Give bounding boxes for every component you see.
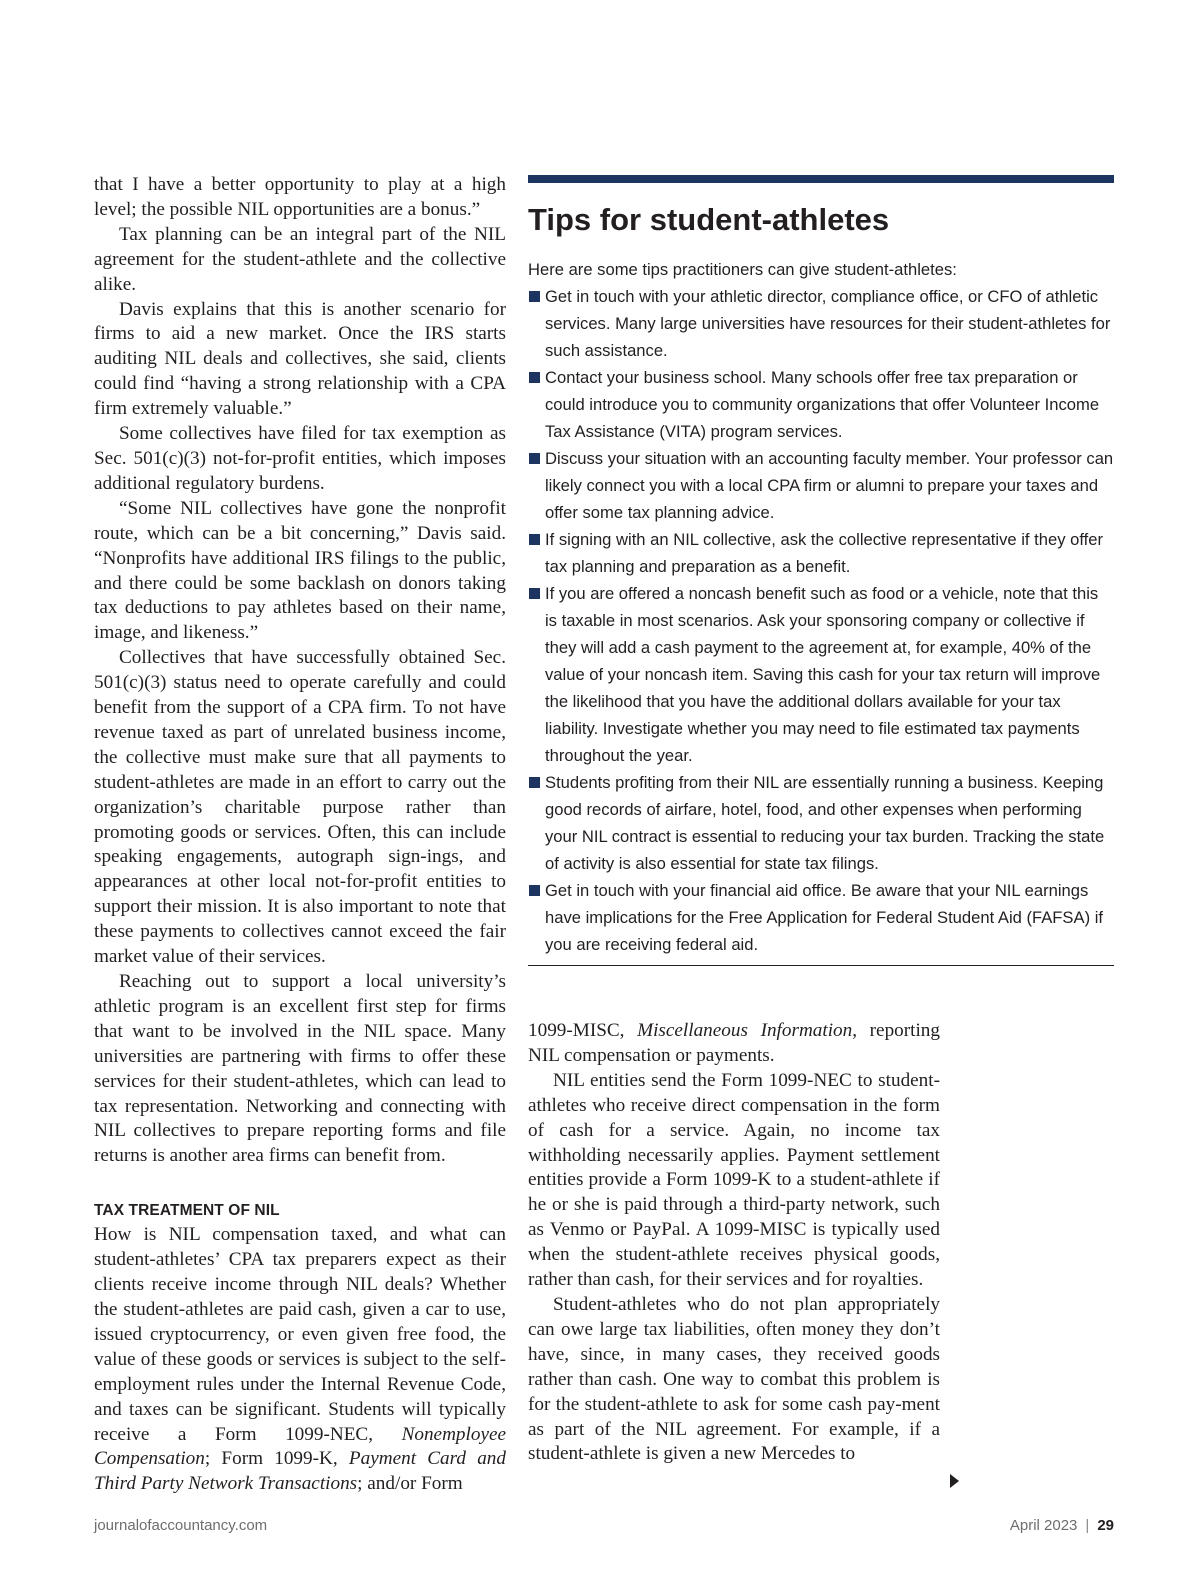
- tip-item: [528, 364, 1114, 445]
- left-column: [94, 173, 506, 1497]
- tip-text: Students profiting from their NIL are essentially running a business. Keeping good records of airfare, hotel, food, and other expenses when performing your NIL contract is essential to reducing your tax burden. Tracking the state of activity is also essential for state tax filings.: [545, 773, 1105, 873]
- body-paragraph: Reaching out to support a local university’s athletic program is an excellent first step for firms that want to be involved in the NIL space. Many universities are partnering with firms to offer these services for their student-athletes, which can lead to tax representation. Networking and connecting with NIL collectives to prepare reporting forms and file returns is another area firms can benefit from.: [94, 971, 506, 1167]
- tip-item: [528, 877, 1114, 958]
- form-text-b: , reporting NIL compensation or payments.: [528, 1020, 940, 1066]
- section-subhead: TAX TREATMENT OF NIL: [94, 1202, 280, 1220]
- footer-issue-date: April 2023: [1009, 1517, 1078, 1534]
- tips-list: [528, 283, 1114, 958]
- tip-item: [528, 283, 1114, 364]
- footer-page-info: [1010, 1517, 1114, 1534]
- tip-text: If you are offered a noncash benefit such as food or a vehicle, note that this is taxable in most scenarios. Ask your sponsoring company or collective if they will add a cash payment to the agreement at, for example, 40% of the value of your noncash item. Saving this cash for your tax return will improve the likelihood that you have the additional dollars available for your tax liability. Investigate whether you may need to file estimated tax payments throughout the year.: [545, 584, 1101, 765]
- body-paragraph: Student-athletes who do not plan appropriately can owe large tax liabilities, often money they don’t have, since, in many cases, they received goods rather than cash. One way to combat this problem is for the student-athlete to ask for some cash pay-ment as part of the NIL agreement. For example, if a student-athlete is given a new Mercedes to: [528, 1293, 940, 1465]
- body-paragraph: that I have a better opportunity to play at a high level; the possible NIL opportunities are a bonus.”: [94, 174, 506, 220]
- page-number: 29: [1097, 1517, 1114, 1534]
- tip-text: Discuss your situation with an accounting faculty member. Your professor can likely connect you with a local CPA firm or alumni to prepare your taxes and offer some tax planning advice.: [545, 449, 1114, 522]
- form-title-italic: Nonemployee Compensation: [94, 1423, 506, 1470]
- tip-item: [528, 580, 1114, 769]
- tax-treatment-paragraph: [94, 1223, 506, 1497]
- tip-item: [528, 769, 1114, 877]
- body-paragraph: NIL entities send the Form 1099-NEC to student-athletes who receive direct compensation in the form of cash for a service. Again, no income tax withholding necessarily applies. Payment settlement entities provide a Form 1099-K to a student-athlete if he or she is paid through a third-party network, such as Venmo or PayPal. A 1099-MISC is typically used when the student-athlete receives physical goods, rather than cash, for their services and for royalties.: [528, 1069, 940, 1291]
- sidebar-intro: Here are some tips practitioners can give student-athletes:: [528, 260, 957, 279]
- body-paragraph: Some collectives have filed for tax exemption as Sec. 501(c)(3) not-for-profit entities, which imposes additional regulatory burdens.: [94, 423, 506, 494]
- continue-arrow-icon: [950, 1474, 959, 1488]
- form-title-italic: Payment Card and Third Party Network Transactions: [94, 1448, 506, 1495]
- footer-site-url: journalofaccountancy.com: [94, 1517, 268, 1534]
- tax-text-a: How is NIL compensation taxed, and what can student-athletes’ CPA tax preparers expect as their clients receive income through NIL deals? Whether the student-athletes are paid cash, given a car to use, issued cryptocurrency, or even given free food, the value of these goods or services is subject to the self-employment rules under the Internal Revenue Code, and taxes can be significant. Students will typically receive a Form 1099-NEC,: [94, 1224, 506, 1445]
- square-bullet-icon: [529, 534, 540, 545]
- body-paragraph: Davis explains that this is another scenario for firms to aid a new market. Once the IRS starts auditing NIL deals and collectives, she said, clients could find “having a strong relationship with a CPA firm extremely valuable.”: [94, 298, 506, 420]
- body-paragraph: [528, 1019, 940, 1069]
- tip-item: [528, 526, 1114, 580]
- tip-text: Contact your business school. Many schools offer free tax preparation or could introduce you to community organizations that offer Volunteer Income Tax Assistance (VITA) program services.: [545, 368, 1100, 441]
- right-column: [528, 1019, 940, 1467]
- tax-text-b: ; Form 1099-K,: [204, 1448, 349, 1470]
- tip-text: Get in touch with your athletic director, compliance office, or CFO of athletic services. Many large universities have resources for their student-athletes for such assistance.: [545, 287, 1111, 360]
- tax-text-c: ; and/or Form: [357, 1473, 463, 1495]
- tip-item: [528, 445, 1114, 526]
- square-bullet-icon: [529, 291, 540, 302]
- square-bullet-icon: [529, 777, 540, 788]
- footer-divider: |: [1085, 1517, 1090, 1534]
- form-text-a: 1099-MISC,: [528, 1020, 638, 1041]
- square-bullet-icon: [529, 372, 540, 383]
- square-bullet-icon: [529, 588, 540, 599]
- tip-text: If signing with an NIL collective, ask the collective representative if they offer tax planning and preparation as a benefit.: [545, 530, 1104, 576]
- square-bullet-icon: [529, 453, 540, 464]
- form-title-italic: Miscellaneous Information: [637, 1020, 853, 1041]
- square-bullet-icon: [529, 885, 540, 896]
- sidebar-title: Tips for student-athletes: [528, 202, 890, 237]
- tips-sidebar: [528, 175, 1114, 966]
- body-paragraph: Collectives that have successfully obtained Sec. 501(c)(3) status need to operate carefully and could benefit from the support of a CPA firm. To not have revenue taxed as part of unrelated business income, the collective must make sure that all payments to student-athletes are made in an effort to carry out the organization’s charitable purpose rather than promoting goods or services. Often, this can include speaking engagements, autograph sign-ings, and appearances at other local not-for-profit entities to support their mission. It is also important to note that these payments to collectives cannot exceed the fair market value of their services.: [94, 647, 506, 968]
- body-paragraph: Tax planning can be an integral part of the NIL agreement for the student-athlete and the collective alike.: [94, 223, 506, 295]
- tip-text: Get in touch with your financial aid office. Be aware that your NIL earnings have implications for the Free Application for Federal Student Aid (FAFSA) if you are receiving federal aid.: [545, 881, 1104, 954]
- body-paragraph: “Some NIL collectives have gone the nonprofit route, which can be a bit concerning,” Davis said. “Nonprofits have additional IRS filings to the public, and there could be some backlash on donors taking tax deductions to pay athletes based on their name, image, and likeness.”: [94, 497, 506, 644]
